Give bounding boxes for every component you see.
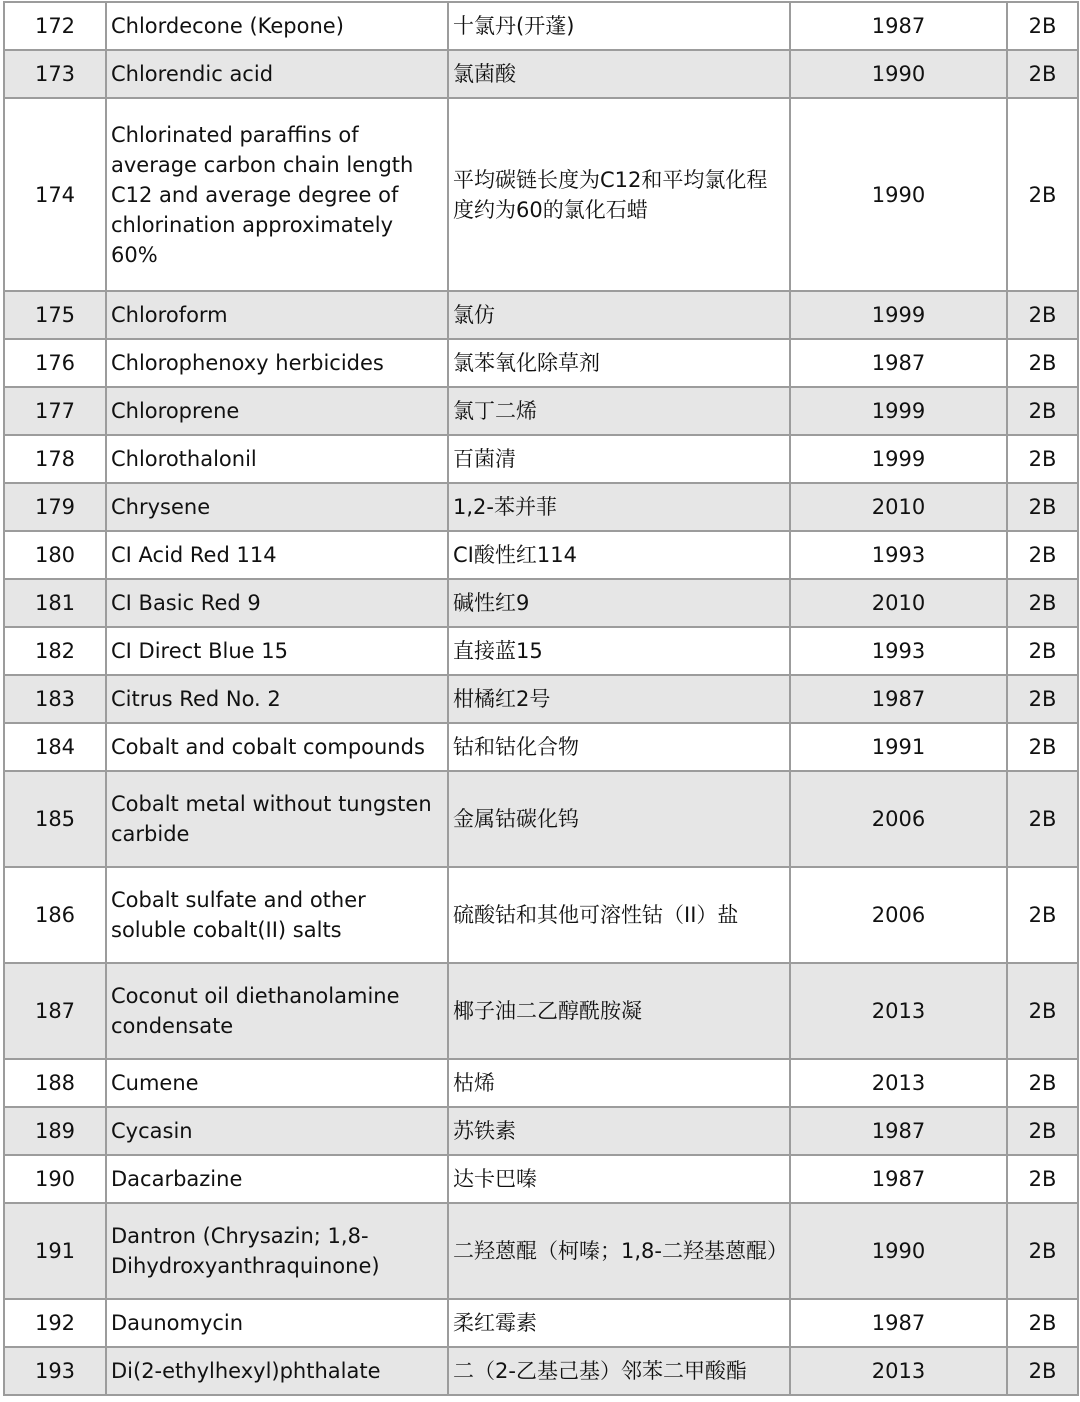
- english-name: Di(2-ethylhexyl)phthalate: [106, 1347, 448, 1395]
- english-name: CI Direct Blue 15: [106, 627, 448, 675]
- table-row: [4, 291, 1078, 339]
- row-number: 192: [4, 1299, 106, 1347]
- group-classification: 2B: [1007, 339, 1078, 387]
- english-name: Chlorophenoxy herbicides: [106, 339, 448, 387]
- evaluation-year: 1987: [790, 1299, 1007, 1347]
- table-row: [4, 1347, 1078, 1395]
- chinese-name: 柔红霉素: [448, 1299, 790, 1347]
- english-name: Chlorinated paraffins of average carbon chain length C12 and average degree of chlorination approximately 60%: [106, 98, 448, 291]
- english-name: Dantron (Chrysazin; 1,8-Dihydroxyanthraquinone): [106, 1203, 448, 1299]
- english-name: Citrus Red No. 2: [106, 675, 448, 723]
- english-name: Chlorendic acid: [106, 50, 448, 98]
- group-classification: 2B: [1007, 531, 1078, 579]
- english-name: CI Acid Red 114: [106, 531, 448, 579]
- chinese-name: 钴和钴化合物: [448, 723, 790, 771]
- chinese-name: 氯仿: [448, 291, 790, 339]
- table-row: [4, 531, 1078, 579]
- english-name: CI Basic Red 9: [106, 579, 448, 627]
- row-number: 173: [4, 50, 106, 98]
- chinese-name: 百菌清: [448, 435, 790, 483]
- table-row: [4, 483, 1078, 531]
- evaluation-year: 1999: [790, 387, 1007, 435]
- table-row: [4, 963, 1078, 1059]
- group-classification: 2B: [1007, 50, 1078, 98]
- row-number: 181: [4, 579, 106, 627]
- row-number: 187: [4, 963, 106, 1059]
- evaluation-year: 2013: [790, 1347, 1007, 1395]
- table-row: [4, 1299, 1078, 1347]
- group-classification: 2B: [1007, 723, 1078, 771]
- group-classification: 2B: [1007, 627, 1078, 675]
- evaluation-year: 1993: [790, 531, 1007, 579]
- group-classification: 2B: [1007, 98, 1078, 291]
- evaluation-year: 1987: [790, 1107, 1007, 1155]
- english-name: Daunomycin: [106, 1299, 448, 1347]
- group-classification: 2B: [1007, 2, 1078, 50]
- evaluation-year: 2010: [790, 483, 1007, 531]
- row-number: 178: [4, 435, 106, 483]
- table-row: [4, 2, 1078, 50]
- evaluation-year: 1987: [790, 1155, 1007, 1203]
- chinese-name: CI酸性红114: [448, 531, 790, 579]
- evaluation-year: 1993: [790, 627, 1007, 675]
- row-number: 180: [4, 531, 106, 579]
- group-classification: 2B: [1007, 963, 1078, 1059]
- table-row: [4, 1155, 1078, 1203]
- chinese-name: 直接蓝15: [448, 627, 790, 675]
- row-number: 182: [4, 627, 106, 675]
- chinese-name: 碱性红9: [448, 579, 790, 627]
- row-number: 177: [4, 387, 106, 435]
- english-name: Dacarbazine: [106, 1155, 448, 1203]
- evaluation-year: 2006: [790, 867, 1007, 963]
- chinese-name: 硫酸钴和其他可溶性钴（II）盐: [448, 867, 790, 963]
- carcinogen-table: [3, 1, 1079, 1396]
- english-name: Chloroprene: [106, 387, 448, 435]
- group-classification: 2B: [1007, 867, 1078, 963]
- group-classification: 2B: [1007, 771, 1078, 867]
- chinese-name: 十氯丹(开蓬): [448, 2, 790, 50]
- group-classification: 2B: [1007, 1299, 1078, 1347]
- english-name: Chloroform: [106, 291, 448, 339]
- group-classification: 2B: [1007, 579, 1078, 627]
- table-row: [4, 579, 1078, 627]
- chinese-name: 氯菌酸: [448, 50, 790, 98]
- table-row: [4, 723, 1078, 771]
- row-number: 176: [4, 339, 106, 387]
- evaluation-year: 1987: [790, 675, 1007, 723]
- table-row: [4, 675, 1078, 723]
- chinese-name: 平均碳链长度为C12和平均氯化程度约为60的氯化石蜡: [448, 98, 790, 291]
- evaluation-year: 1990: [790, 1203, 1007, 1299]
- table-row: [4, 387, 1078, 435]
- row-number: 188: [4, 1059, 106, 1107]
- row-number: 189: [4, 1107, 106, 1155]
- table-row: [4, 98, 1078, 291]
- group-classification: 2B: [1007, 1107, 1078, 1155]
- evaluation-year: 1999: [790, 435, 1007, 483]
- chinese-name: 苏铁素: [448, 1107, 790, 1155]
- group-classification: 2B: [1007, 1059, 1078, 1107]
- english-name: Chlorothalonil: [106, 435, 448, 483]
- english-name: Chlordecone (Kepone): [106, 2, 448, 50]
- evaluation-year: 1987: [790, 2, 1007, 50]
- chinese-name: 柑橘红2号: [448, 675, 790, 723]
- chinese-name: 椰子油二乙醇酰胺凝: [448, 963, 790, 1059]
- group-classification: 2B: [1007, 435, 1078, 483]
- english-name: Cobalt metal without tungsten carbide: [106, 771, 448, 867]
- table-row: [4, 339, 1078, 387]
- group-classification: 2B: [1007, 1347, 1078, 1395]
- chinese-name: 枯烯: [448, 1059, 790, 1107]
- english-name: Chrysene: [106, 483, 448, 531]
- chinese-name: 达卡巴嗪: [448, 1155, 790, 1203]
- table-row: [4, 867, 1078, 963]
- chinese-name: 1,2-苯并菲: [448, 483, 790, 531]
- row-number: 186: [4, 867, 106, 963]
- chinese-name: 金属钴碳化钨: [448, 771, 790, 867]
- english-name: Cycasin: [106, 1107, 448, 1155]
- chinese-name: 氯苯氧化除草剂: [448, 339, 790, 387]
- evaluation-year: 2013: [790, 963, 1007, 1059]
- row-number: 193: [4, 1347, 106, 1395]
- group-classification: 2B: [1007, 1203, 1078, 1299]
- evaluation-year: 1987: [790, 339, 1007, 387]
- row-number: 191: [4, 1203, 106, 1299]
- row-number: 183: [4, 675, 106, 723]
- row-number: 184: [4, 723, 106, 771]
- group-classification: 2B: [1007, 387, 1078, 435]
- chinese-name: 氯丁二烯: [448, 387, 790, 435]
- table-row: [4, 50, 1078, 98]
- english-name: Coconut oil diethanolamine condensate: [106, 963, 448, 1059]
- evaluation-year: 1991: [790, 723, 1007, 771]
- table-row: [4, 771, 1078, 867]
- table-row: [4, 627, 1078, 675]
- row-number: 174: [4, 98, 106, 291]
- evaluation-year: 1999: [790, 291, 1007, 339]
- table-row: [4, 1059, 1078, 1107]
- table-row: [4, 1107, 1078, 1155]
- evaluation-year: 1990: [790, 98, 1007, 291]
- evaluation-year: 2013: [790, 1059, 1007, 1107]
- group-classification: 2B: [1007, 483, 1078, 531]
- english-name: Cumene: [106, 1059, 448, 1107]
- row-number: 185: [4, 771, 106, 867]
- table-row: [4, 1203, 1078, 1299]
- table-row: [4, 435, 1078, 483]
- english-name: Cobalt and cobalt compounds: [106, 723, 448, 771]
- group-classification: 2B: [1007, 1155, 1078, 1203]
- evaluation-year: 2006: [790, 771, 1007, 867]
- chinese-name: 二（2-乙基己基）邻苯二甲酸酯: [448, 1347, 790, 1395]
- row-number: 179: [4, 483, 106, 531]
- group-classification: 2B: [1007, 291, 1078, 339]
- evaluation-year: 2010: [790, 579, 1007, 627]
- chinese-name: 二羟蒽醌（柯嗪；1,8-二羟基蒽醌）: [448, 1203, 790, 1299]
- evaluation-year: 1990: [790, 50, 1007, 98]
- row-number: 190: [4, 1155, 106, 1203]
- row-number: 172: [4, 2, 106, 50]
- group-classification: 2B: [1007, 675, 1078, 723]
- row-number: 175: [4, 291, 106, 339]
- english-name: Cobalt sulfate and other soluble cobalt(II) salts: [106, 867, 448, 963]
